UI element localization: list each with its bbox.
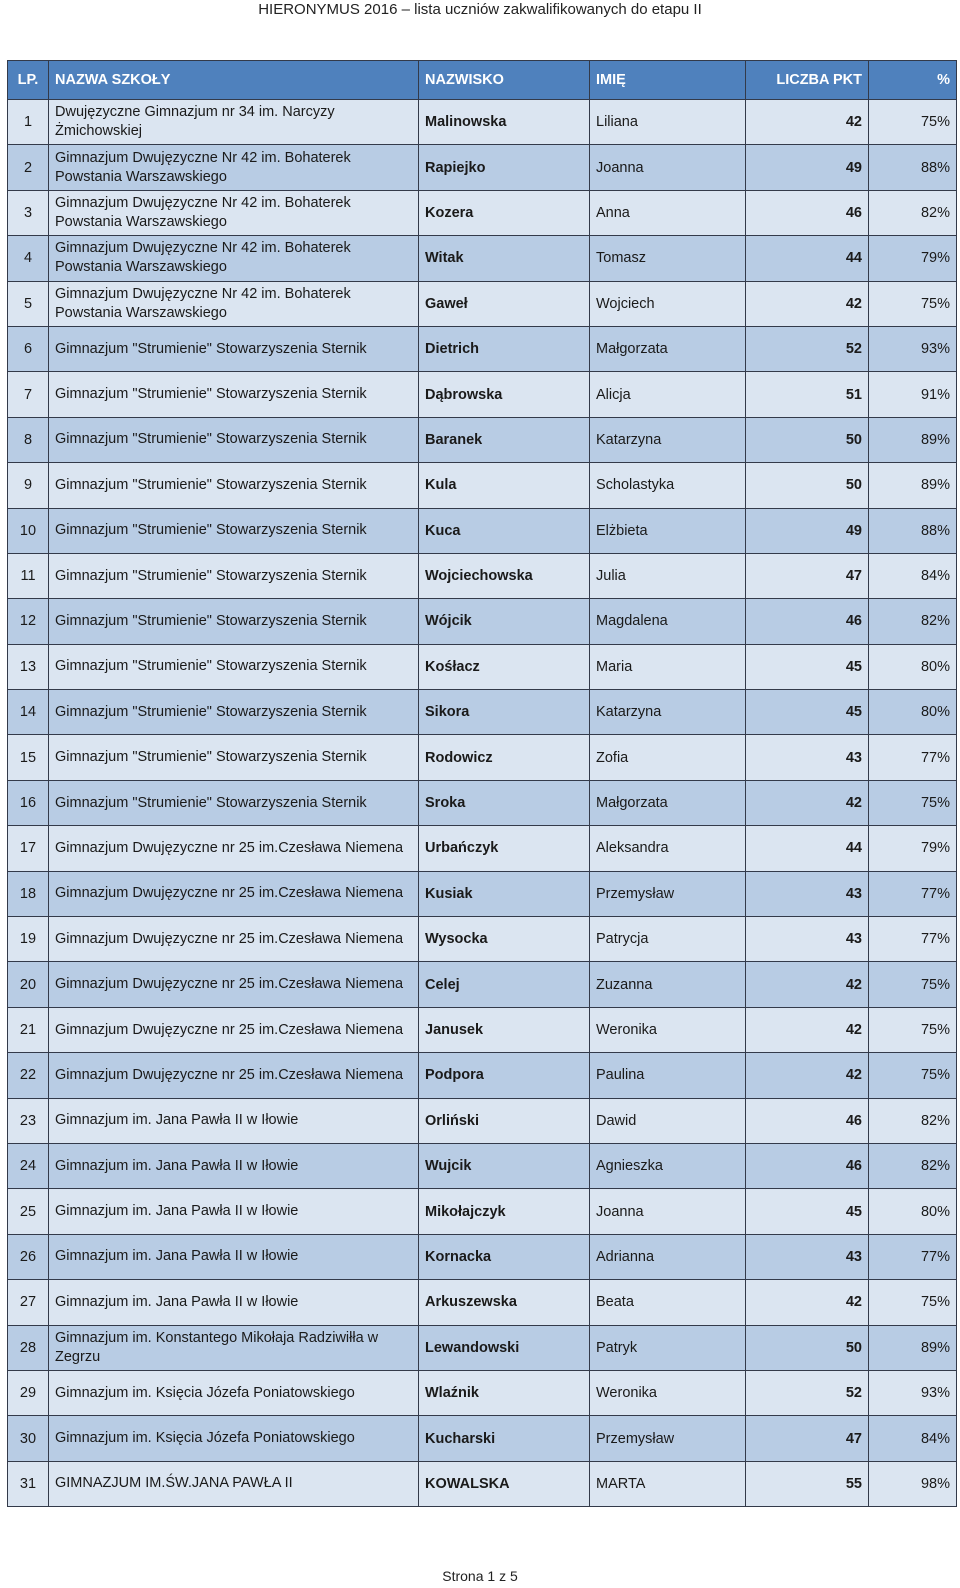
cell-points: 45 <box>746 1189 869 1234</box>
table-row <box>8 463 957 508</box>
table-row <box>8 1416 957 1461</box>
cell-lp: 25 <box>8 1189 49 1234</box>
cell-surname: Wlaźnik <box>419 1370 590 1415</box>
cell-surname: Rodowicz <box>419 735 590 780</box>
cell-surname: Witak <box>419 236 590 281</box>
cell-school: Gimnazjum Dwujęzyczne Nr 42 im. Bohaterek Powstania Warszawskiego <box>49 190 419 235</box>
cell-school: Gimnazjum Dwujęzyczne nr 25 im.Czesława Niemena <box>49 1007 419 1052</box>
cell-first-name: Adrianna <box>590 1234 746 1279</box>
table-row <box>8 236 957 281</box>
cell-lp: 12 <box>8 599 49 644</box>
cell-surname: Kula <box>419 463 590 508</box>
cell-percent: 75% <box>869 780 957 825</box>
cell-points: 55 <box>746 1461 869 1506</box>
cell-lp: 20 <box>8 962 49 1007</box>
cell-first-name: Elżbieta <box>590 508 746 553</box>
cell-first-name: Scholastyka <box>590 463 746 508</box>
cell-surname: Malinowska <box>419 100 590 145</box>
cell-first-name: Małgorzata <box>590 780 746 825</box>
cell-surname: Wójcik <box>419 599 590 644</box>
page-header: HIERONYMUS 2016 – lista uczniów zakwalifikowanych do etapu II <box>258 1 702 18</box>
cell-points: 43 <box>746 871 869 916</box>
cell-school: Gimnazjum Dwujęzyczne Nr 42 im. Bohaterek Powstania Warszawskiego <box>49 236 419 281</box>
cell-first-name: Patrycja <box>590 917 746 962</box>
table-row <box>8 1098 957 1143</box>
cell-percent: 93% <box>869 1370 957 1415</box>
cell-first-name: Zuzanna <box>590 962 746 1007</box>
table-header-row <box>8 61 957 100</box>
cell-points: 49 <box>746 145 869 190</box>
cell-points: 42 <box>746 1007 869 1052</box>
cell-school: Gimnazjum Dwujęzyczne nr 25 im.Czesława Niemena <box>49 962 419 1007</box>
table-row <box>8 826 957 871</box>
cell-points: 46 <box>746 1143 869 1188</box>
cell-percent: 89% <box>869 1325 957 1370</box>
cell-lp: 6 <box>8 326 49 371</box>
table-row <box>8 871 957 916</box>
cell-lp: 11 <box>8 553 49 598</box>
column-header-points: LICZBA PKT <box>746 61 869 100</box>
column-header-percent: % <box>869 61 957 100</box>
table-row <box>8 735 957 780</box>
table-row <box>8 508 957 553</box>
cell-first-name: Alicja <box>590 372 746 417</box>
cell-first-name: Weronika <box>590 1007 746 1052</box>
cell-surname: Sroka <box>419 780 590 825</box>
cell-lp: 23 <box>8 1098 49 1143</box>
cell-first-name: Katarzyna <box>590 690 746 735</box>
cell-surname: Janusek <box>419 1007 590 1052</box>
cell-lp: 28 <box>8 1325 49 1370</box>
cell-first-name: Patryk <box>590 1325 746 1370</box>
cell-percent: 75% <box>869 1053 957 1098</box>
cell-surname: Kośłacz <box>419 644 590 689</box>
cell-percent: 84% <box>869 553 957 598</box>
cell-lp: 9 <box>8 463 49 508</box>
cell-surname: Celej <box>419 962 590 1007</box>
cell-lp: 14 <box>8 690 49 735</box>
cell-percent: 89% <box>869 417 957 462</box>
cell-school: GIMNAZJUM IM.ŚW.JANA PAWŁA II <box>49 1461 419 1506</box>
cell-surname: KOWALSKA <box>419 1461 590 1506</box>
cell-school: Gimnazjum "Strumienie" Stowarzyszenia Sternik <box>49 735 419 780</box>
cell-points: 50 <box>746 463 869 508</box>
cell-points: 42 <box>746 281 869 326</box>
cell-points: 43 <box>746 1234 869 1279</box>
cell-points: 44 <box>746 236 869 281</box>
cell-points: 51 <box>746 372 869 417</box>
cell-percent: 77% <box>869 871 957 916</box>
cell-surname: Lewandowski <box>419 1325 590 1370</box>
cell-points: 50 <box>746 417 869 462</box>
cell-school: Dwujęzyczne Gimnazjum nr 34 im. Narcyzy Żmichowskiej <box>49 100 419 145</box>
cell-points: 46 <box>746 1098 869 1143</box>
cell-school: Gimnazjum Dwujęzyczne nr 25 im.Czesława Niemena <box>49 1053 419 1098</box>
cell-points: 42 <box>746 962 869 1007</box>
cell-school: Gimnazjum "Strumienie" Stowarzyszenia Sternik <box>49 508 419 553</box>
cell-school: Gimnazjum "Strumienie" Stowarzyszenia Sternik <box>49 417 419 462</box>
table-row <box>8 1234 957 1279</box>
cell-lp: 31 <box>8 1461 49 1506</box>
cell-points: 46 <box>746 190 869 235</box>
cell-lp: 18 <box>8 871 49 916</box>
cell-percent: 82% <box>869 190 957 235</box>
cell-school: Gimnazjum Dwujęzyczne Nr 42 im. Bohaterek Powstania Warszawskiego <box>49 145 419 190</box>
cell-surname: Sikora <box>419 690 590 735</box>
cell-first-name: Joanna <box>590 145 746 190</box>
cell-first-name: Katarzyna <box>590 417 746 462</box>
cell-school: Gimnazjum im. Księcia Józefa Poniatowskiego <box>49 1370 419 1415</box>
cell-lp: 16 <box>8 780 49 825</box>
cell-points: 43 <box>746 917 869 962</box>
cell-points: 46 <box>746 599 869 644</box>
cell-percent: 75% <box>869 1007 957 1052</box>
table-row <box>8 372 957 417</box>
cell-surname: Dąbrowska <box>419 372 590 417</box>
cell-first-name: Weronika <box>590 1370 746 1415</box>
cell-percent: 82% <box>869 1098 957 1143</box>
cell-surname: Kuca <box>419 508 590 553</box>
cell-percent: 88% <box>869 508 957 553</box>
cell-surname: Kozera <box>419 190 590 235</box>
table-row <box>8 326 957 371</box>
cell-surname: Wojciechowska <box>419 553 590 598</box>
cell-lp: 4 <box>8 236 49 281</box>
table-row <box>8 1007 957 1052</box>
column-header-first-name: IMIĘ <box>590 61 746 100</box>
cell-first-name: Tomasz <box>590 236 746 281</box>
cell-points: 45 <box>746 690 869 735</box>
table-row <box>8 1461 957 1506</box>
cell-lp: 15 <box>8 735 49 780</box>
cell-surname: Podpora <box>419 1053 590 1098</box>
cell-percent: 89% <box>869 463 957 508</box>
cell-points: 42 <box>746 1280 869 1325</box>
cell-lp: 5 <box>8 281 49 326</box>
cell-surname: Wysocka <box>419 917 590 962</box>
cell-points: 44 <box>746 826 869 871</box>
cell-first-name: Agnieszka <box>590 1143 746 1188</box>
cell-first-name: Paulina <box>590 1053 746 1098</box>
cell-points: 42 <box>746 780 869 825</box>
cell-percent: 79% <box>869 236 957 281</box>
cell-first-name: Aleksandra <box>590 826 746 871</box>
table-row <box>8 190 957 235</box>
cell-points: 45 <box>746 644 869 689</box>
page-footer: Strona 1 z 5 <box>442 1568 518 1584</box>
table-row <box>8 1280 957 1325</box>
cell-percent: 77% <box>869 1234 957 1279</box>
cell-first-name: Magdalena <box>590 599 746 644</box>
cell-school: Gimnazjum Dwujęzyczne Nr 42 im. Bohaterek Powstania Warszawskiego <box>49 281 419 326</box>
cell-school: Gimnazjum im. Konstantego Mikołaja Radziwiłła w Zegrzu <box>49 1325 419 1370</box>
table-row <box>8 1325 957 1370</box>
cell-first-name: Joanna <box>590 1189 746 1234</box>
cell-points: 43 <box>746 735 869 780</box>
cell-lp: 22 <box>8 1053 49 1098</box>
cell-surname: Dietrich <box>419 326 590 371</box>
qualified-students-table <box>7 60 957 1507</box>
table-row <box>8 1370 957 1415</box>
cell-school: Gimnazjum "Strumienie" Stowarzyszenia Sternik <box>49 326 419 371</box>
cell-surname: Kusiak <box>419 871 590 916</box>
cell-school: Gimnazjum Dwujęzyczne nr 25 im.Czesława Niemena <box>49 826 419 871</box>
cell-school: Gimnazjum "Strumienie" Stowarzyszenia Sternik <box>49 463 419 508</box>
cell-school: Gimnazjum im. Jana Pawła II w Iłowie <box>49 1098 419 1143</box>
cell-percent: 79% <box>869 826 957 871</box>
cell-points: 42 <box>746 1053 869 1098</box>
cell-lp: 8 <box>8 417 49 462</box>
cell-percent: 75% <box>869 281 957 326</box>
table-row <box>8 417 957 462</box>
cell-surname: Urbańczyk <box>419 826 590 871</box>
cell-lp: 19 <box>8 917 49 962</box>
cell-percent: 82% <box>869 599 957 644</box>
table-row <box>8 1189 957 1234</box>
column-header-school: NAZWA SZKOŁY <box>49 61 419 100</box>
table-row <box>8 599 957 644</box>
cell-points: 52 <box>746 326 869 371</box>
cell-surname: Gaweł <box>419 281 590 326</box>
cell-surname: Arkuszewska <box>419 1280 590 1325</box>
table-row <box>8 100 957 145</box>
cell-lp: 26 <box>8 1234 49 1279</box>
cell-percent: 84% <box>869 1416 957 1461</box>
table-row <box>8 690 957 735</box>
cell-school: Gimnazjum "Strumienie" Stowarzyszenia Sternik <box>49 553 419 598</box>
cell-first-name: Małgorzata <box>590 326 746 371</box>
cell-first-name: Liliana <box>590 100 746 145</box>
cell-surname: Kornacka <box>419 1234 590 1279</box>
table-row <box>8 962 957 1007</box>
cell-lp: 10 <box>8 508 49 553</box>
cell-points: 47 <box>746 553 869 598</box>
cell-percent: 80% <box>869 690 957 735</box>
cell-percent: 88% <box>869 145 957 190</box>
column-header-surname: NAZWISKO <box>419 61 590 100</box>
cell-lp: 24 <box>8 1143 49 1188</box>
cell-school: Gimnazjum im. Jana Pawła II w Iłowie <box>49 1280 419 1325</box>
cell-school: Gimnazjum "Strumienie" Stowarzyszenia Sternik <box>49 599 419 644</box>
cell-points: 50 <box>746 1325 869 1370</box>
cell-first-name: Przemysław <box>590 1416 746 1461</box>
table-row <box>8 281 957 326</box>
cell-first-name: Wojciech <box>590 281 746 326</box>
cell-percent: 98% <box>869 1461 957 1506</box>
cell-first-name: Beata <box>590 1280 746 1325</box>
cell-percent: 82% <box>869 1143 957 1188</box>
table-row <box>8 780 957 825</box>
cell-school: Gimnazjum im. Jana Pawła II w Iłowie <box>49 1143 419 1188</box>
cell-percent: 80% <box>869 1189 957 1234</box>
cell-lp: 30 <box>8 1416 49 1461</box>
cell-lp: 7 <box>8 372 49 417</box>
cell-school: Gimnazjum "Strumienie" Stowarzyszenia Sternik <box>49 780 419 825</box>
cell-surname: Orliński <box>419 1098 590 1143</box>
cell-surname: Kucharski <box>419 1416 590 1461</box>
cell-surname: Rapiejko <box>419 145 590 190</box>
table-row <box>8 1053 957 1098</box>
cell-school: Gimnazjum "Strumienie" Stowarzyszenia Sternik <box>49 372 419 417</box>
cell-percent: 91% <box>869 372 957 417</box>
cell-lp: 1 <box>8 100 49 145</box>
cell-percent: 93% <box>869 326 957 371</box>
cell-percent: 75% <box>869 1280 957 1325</box>
cell-first-name: Anna <box>590 190 746 235</box>
table-row <box>8 1143 957 1188</box>
cell-school: Gimnazjum im. Księcia Józefa Poniatowskiego <box>49 1416 419 1461</box>
cell-points: 47 <box>746 1416 869 1461</box>
cell-school: Gimnazjum Dwujęzyczne nr 25 im.Czesława Niemena <box>49 871 419 916</box>
cell-percent: 75% <box>869 100 957 145</box>
cell-school: Gimnazjum "Strumienie" Stowarzyszenia Sternik <box>49 690 419 735</box>
cell-lp: 29 <box>8 1370 49 1415</box>
cell-first-name: Julia <box>590 553 746 598</box>
cell-percent: 77% <box>869 917 957 962</box>
cell-school: Gimnazjum im. Jana Pawła II w Iłowie <box>49 1234 419 1279</box>
cell-lp: 27 <box>8 1280 49 1325</box>
cell-first-name: MARTA <box>590 1461 746 1506</box>
column-header-lp: LP. <box>8 61 49 100</box>
cell-first-name: Dawid <box>590 1098 746 1143</box>
cell-lp: 17 <box>8 826 49 871</box>
table-row <box>8 917 957 962</box>
cell-surname: Baranek <box>419 417 590 462</box>
cell-percent: 80% <box>869 644 957 689</box>
table-row <box>8 553 957 598</box>
cell-surname: Wujcik <box>419 1143 590 1188</box>
cell-first-name: Maria <box>590 644 746 689</box>
cell-percent: 77% <box>869 735 957 780</box>
cell-lp: 21 <box>8 1007 49 1052</box>
cell-points: 42 <box>746 100 869 145</box>
cell-lp: 2 <box>8 145 49 190</box>
cell-lp: 13 <box>8 644 49 689</box>
cell-points: 52 <box>746 1370 869 1415</box>
cell-lp: 3 <box>8 190 49 235</box>
cell-first-name: Zofia <box>590 735 746 780</box>
cell-surname: Mikołajczyk <box>419 1189 590 1234</box>
table-body <box>8 100 957 1507</box>
table-row <box>8 644 957 689</box>
cell-school: Gimnazjum "Strumienie" Stowarzyszenia Sternik <box>49 644 419 689</box>
cell-first-name: Przemysław <box>590 871 746 916</box>
cell-points: 49 <box>746 508 869 553</box>
cell-percent: 75% <box>869 962 957 1007</box>
table-row <box>8 145 957 190</box>
cell-school: Gimnazjum im. Jana Pawła II w Iłowie <box>49 1189 419 1234</box>
cell-school: Gimnazjum Dwujęzyczne nr 25 im.Czesława Niemena <box>49 917 419 962</box>
